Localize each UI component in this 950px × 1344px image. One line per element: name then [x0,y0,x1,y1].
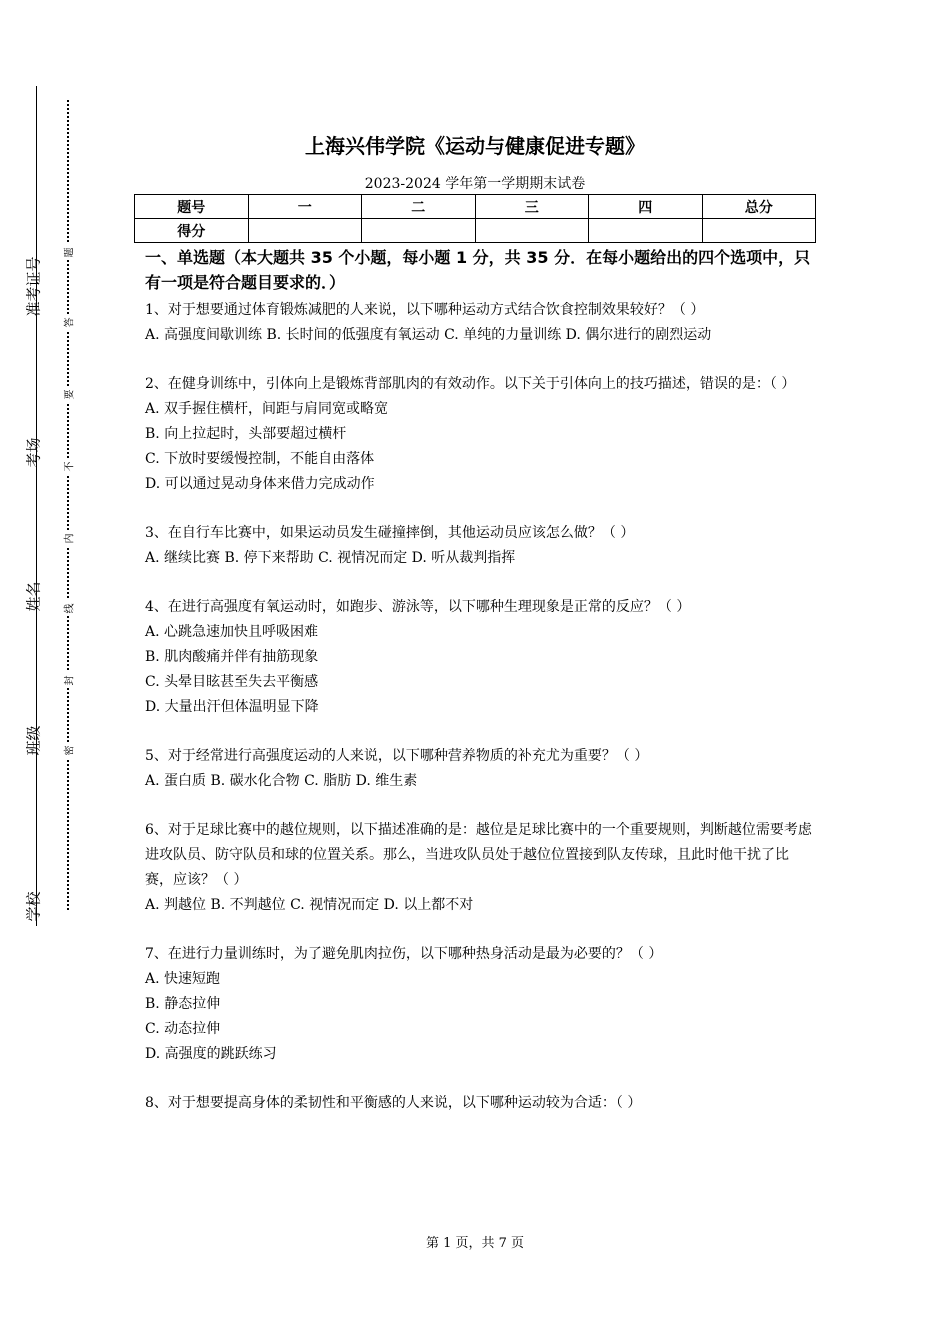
score-table [134,194,816,243]
page-footer: 第 1 页，共 7 页 [425,1236,525,1251]
question-stem: 6、对于足球比赛中的越位规则，以下描述准确的是：越位是足球比赛中的一个重要规则，判断越位需要考虑进攻队员、防守队员和球的位置关系。那么，当进攻队员处于越位位置接到队友传球，且此时他干扰了比赛，应该？（ ） [145,822,812,888]
question-7 [145,942,815,1067]
score-input-cell[interactable] [362,219,476,243]
score-table-cell: 题号 [135,195,249,219]
question-option: D. 大量出汗但体温明显下降 [145,699,319,715]
score-input-cell[interactable] [702,219,816,243]
school-label: 学校 [24,890,43,922]
student-name-label: 姓名 [24,580,43,612]
score-table-score-row [135,219,816,243]
question-options: A. 高强度间歇训练 B. 长时间的低强度有氧运动 C. 单纯的力量训练 D. 偶尔进行的剧烈运动 [145,327,712,343]
class-label: 班级 [24,724,43,756]
score-table-cell: 得分 [135,219,249,243]
score-table-cell: 三 [475,195,589,219]
question-3 [145,521,815,571]
question-option: A. 快速短跑 [145,971,221,987]
question-stem: 7、在进行力量训练时，为了避免肌肉拉伤，以下哪种热身活动是最为必要的？（ ） [145,946,663,962]
seal-char: 不 [60,458,76,474]
score-input-cell[interactable] [475,219,589,243]
seal-dotted-line [67,100,69,910]
score-input-cell[interactable] [589,219,703,243]
exam-room-label: 考场 [24,436,43,468]
score-table-cell: 一 [248,195,362,219]
seal-char: 密 [60,742,76,758]
seal-char: 线 [60,600,76,616]
question-2 [145,372,815,497]
question-8 [145,1091,815,1116]
question-stem: 1、对于想要通过体育锻炼减肥的人来说，以下哪种运动方式结合饮食控制效果较好？（ ） [145,302,705,318]
question-options: A. 继续比赛 B. 停下来帮助 C. 视情况而定 D. 听从裁判指挥 [145,550,516,566]
seal-char: 要 [60,386,76,402]
score-table-cell: 二 [362,195,476,219]
question-stem: 4、在进行高强度有氧运动时，如跑步、游泳等，以下哪种生理现象是正常的反应？（ ） [145,599,691,615]
question-5 [145,744,815,794]
question-option: B. 肌肉酸痛并伴有抽筋现象 [145,649,319,665]
seal-char: 答 [60,314,76,330]
question-option: D. 可以通过晃动身体来借力完成动作 [145,476,375,492]
binding-line [36,86,37,926]
seal-char: 题 [60,244,76,260]
score-table-header-row [135,195,816,219]
exam-subtitle: 2023-2024 学年第一学期期末试卷 [364,176,586,192]
exam-number-label: 准考证号 [24,255,43,317]
exam-title: 上海兴伟学院《运动与健康促进专题》 [305,134,645,158]
question-4 [145,595,815,720]
question-option: C. 下放时要缓慢控制，不能自由落体 [145,451,375,467]
question-option: C. 头晕目眩甚至失去平衡感 [145,674,319,690]
question-option: B. 静态拉伸 [145,996,221,1012]
question-stem: 2、在健身训练中，引体向上是锻炼背部肌肉的有效动作。以下关于引体向上的技巧描述，错误的是：（ ） [145,376,796,392]
question-option: A. 心跳急速加快且呼吸困难 [145,624,319,640]
question-stem: 8、对于想要提高身体的柔韧性和平衡感的人来说，以下哪种运动较为合适：（ ） [145,1095,642,1111]
question-option: B. 向上拉起时，头部要超过横杆 [145,426,347,442]
question-options: A. 判越位 B. 不判越位 C. 视情况而定 D. 以上都不对 [145,897,474,913]
score-table-cell: 四 [589,195,703,219]
question-option: D. 高强度的跳跃练习 [145,1046,277,1062]
seal-char: 封 [60,672,76,688]
score-input-cell[interactable] [248,219,362,243]
question-stem: 3、在自行车比赛中，如果运动员发生碰撞摔倒，其他运动员应该怎么做？（ ） [145,525,635,541]
question-option: C. 动态拉伸 [145,1021,221,1037]
question-option: A. 双手握住横杆，间距与肩同宽或略宽 [145,401,389,417]
question-stem: 5、对于经常进行高强度运动的人来说，以下哪种营养物质的补充尤为重要？（ ） [145,748,649,764]
question-1 [145,298,815,348]
section-heading: 一、单选题（本大题共 35 个小题，每小题 1 分，共 35 分．在每小题给出的四个选项中，只有一项是符合题目要求的．） [145,248,811,292]
question-6 [145,818,815,918]
exam-content [145,245,815,1116]
seal-char: 内 [60,530,76,546]
question-options: A. 蛋白质 B. 碳水化合物 C. 脂肪 D. 维生素 [145,773,418,789]
score-table-cell: 总分 [702,195,816,219]
